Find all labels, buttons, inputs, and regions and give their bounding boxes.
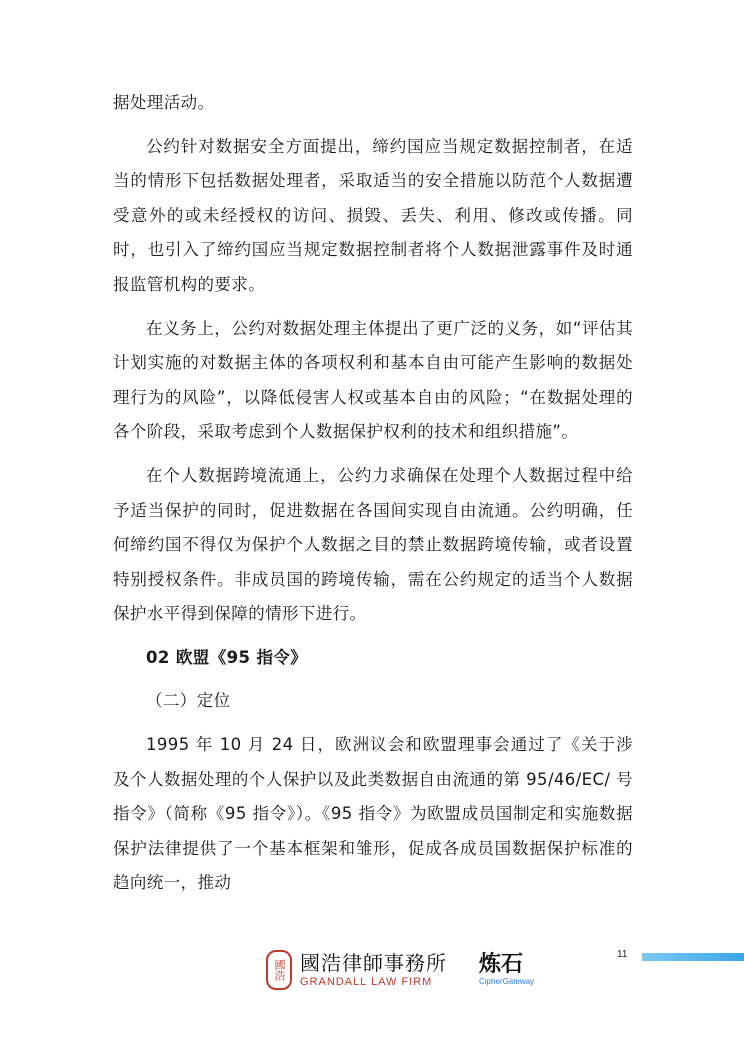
firm-name-en: GRANDALL LAW FIRM <box>300 975 433 988</box>
body-text <box>113 86 633 910</box>
paragraph: 公约针对数据安全方面提出，缔约国应当规定数据控制者，在适当的情形下包括数据处理者，采取适当的安全措施以防范个人数据遭受意外的或未经授权的访问、损毁、丢失、利用、修改或传播。同时，也引入了缔约国应当规定数据控制者将个人数据泄露事件及时通报监管机构的要求。 <box>113 136 633 294</box>
section-heading: 02 欧盟《95 指令》 <box>146 647 308 667</box>
partner-name-en: CipherGateway <box>479 977 535 986</box>
paragraph: 在个人数据跨境流通上，公约力求确保在处理个人数据过程中给予适当保护的同时，促进数据在各国间实现自由流通。公约明确，任何缔约国不得仅为保护个人数据之目的禁止数据跨境传输，或者设置特别授权条件。非成员国的跨境传输，需在公约规定的适当个人数据保护水平得到保障的情形下进行。 <box>113 465 633 624</box>
partner-name-cn: 炼石 <box>479 952 524 977</box>
paragraph: 在义务上，公约对数据处理主体提出了更广泛的义务，如“评估其计划实施的对数据主体的各项权利和基本自由可能产生影响的数据处理行为的风险”，以降低侵害人权或基本自由的风险；“在数据处理的各个阶段，采取考虑到个人数据保护权利的技术和组织措施”。 <box>113 318 633 442</box>
footer-logo <box>266 948 534 992</box>
paragraph: 1995 年 10 月 24 日，欧洲议会和欧盟理事会通过了《关于涉及个人数据处理的个人保护以及此类数据自由流通的第 95/46/EC/ 号指令》（简称《95 指令》）。《95 指令》为欧盟成员国制定和实施数据保护法律提供了一个基本框架和雏形，促成各成员国数据保护标准的趋向统一，推动 <box>113 735 633 893</box>
partner-logo <box>479 954 534 986</box>
firm-name-cn: 國浩律師事務所 <box>300 950 447 975</box>
accent-bar <box>642 953 744 961</box>
subheading: （二）定位 <box>146 690 231 710</box>
paragraph: 据处理活动。 <box>113 93 215 112</box>
seal-icon: 國浩 <box>266 950 292 990</box>
firm-name <box>300 950 447 988</box>
page-number: 11 <box>617 949 628 960</box>
